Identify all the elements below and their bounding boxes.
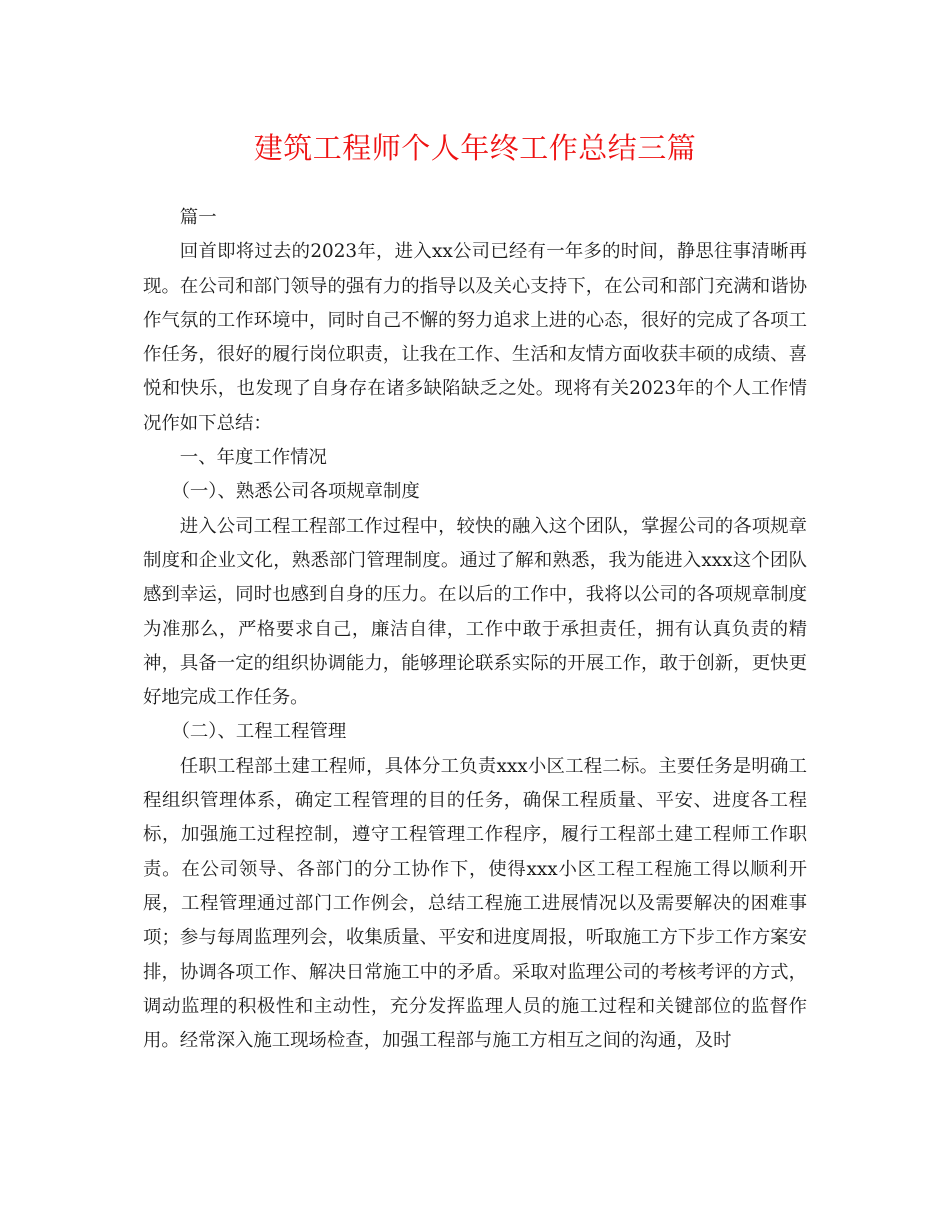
section-heading-part-one: 篇一 [179, 207, 217, 228]
project-management-paragraph: 任职工程部土建工程师，具体分工负责xxx小区工程二标。主要任务是明确工程组织管理体系，确定工程管理的目的任务，确保工程质量、平安、进度各工程标，加强施工过程控制，遵守工程管理工作程序，履行工程部土建工程师工作职责。在公司领导、各部门的分工协作下，使得xxx小区工程工程施工得以顺利开展，工程管理通过部门工作例会，总结工程施工进展情况以及需要解决的困难事项；参与每周监理列会，收集质量、平安和进度周报，听取施工方下步工作方案安排，协调各项工作、解决日常施工中的矛盾。采取对监理公司的考核考评的方式，调动监理的积极性和主动性，充分发挥监理人员的施工过程和关键部位的监督作用。经常深入施工现场检查，加强工程部与施工方相互之间的沟通，及时 [143, 755, 807, 1052]
document-body [143, 201, 807, 1058]
intro-paragraph: 回首即将过去的2023年，进入xx公司已经有一年多的时间，静思往事清晰再现。在公司和部门领导的强有力的指导以及关心支持下，在公司和部门充满和谐协作气氛的工作环境中，同时自己不懈的努力追求上进的心态，很好的完成了各项工作任务，很好的履行岗位职责，让我在工作、生活和友情方面收获丰硕的成绩、喜悦和快乐，也发现了自身存在诸多缺陷缺乏之处。现将有关2023年的个人工作情况作如下总结： [143, 241, 807, 434]
subsection-heading-rules: （一）、熟悉公司各项规章制度 [171, 481, 420, 503]
rules-paragraph: 进入公司工程工程部工作过程中，较快的融入这个团队，掌握公司的各项规章制度和企业文化，熟悉部门管理制度。通过了解和熟悉，我为能进入xxx这个团队感到幸运，同时也感到自身的压力。在以后的工作中，我将以公司的各项规章制度为准那么，严格要求自己，廉洁自律，工作中敢于承担责任，拥有认真负责的精神，具备一定的组织协调能力，能够理论联系实际的开展工作，敢于创新，更快更好地完成工作任务。 [143, 515, 807, 709]
section-heading-annual-work: 一、年度工作情况 [179, 447, 327, 469]
document-title: 建筑工程师个人年终工作总结三篇 [253, 131, 697, 165]
subsection-heading-project-management: （二）、工程工程管理 [171, 721, 347, 743]
